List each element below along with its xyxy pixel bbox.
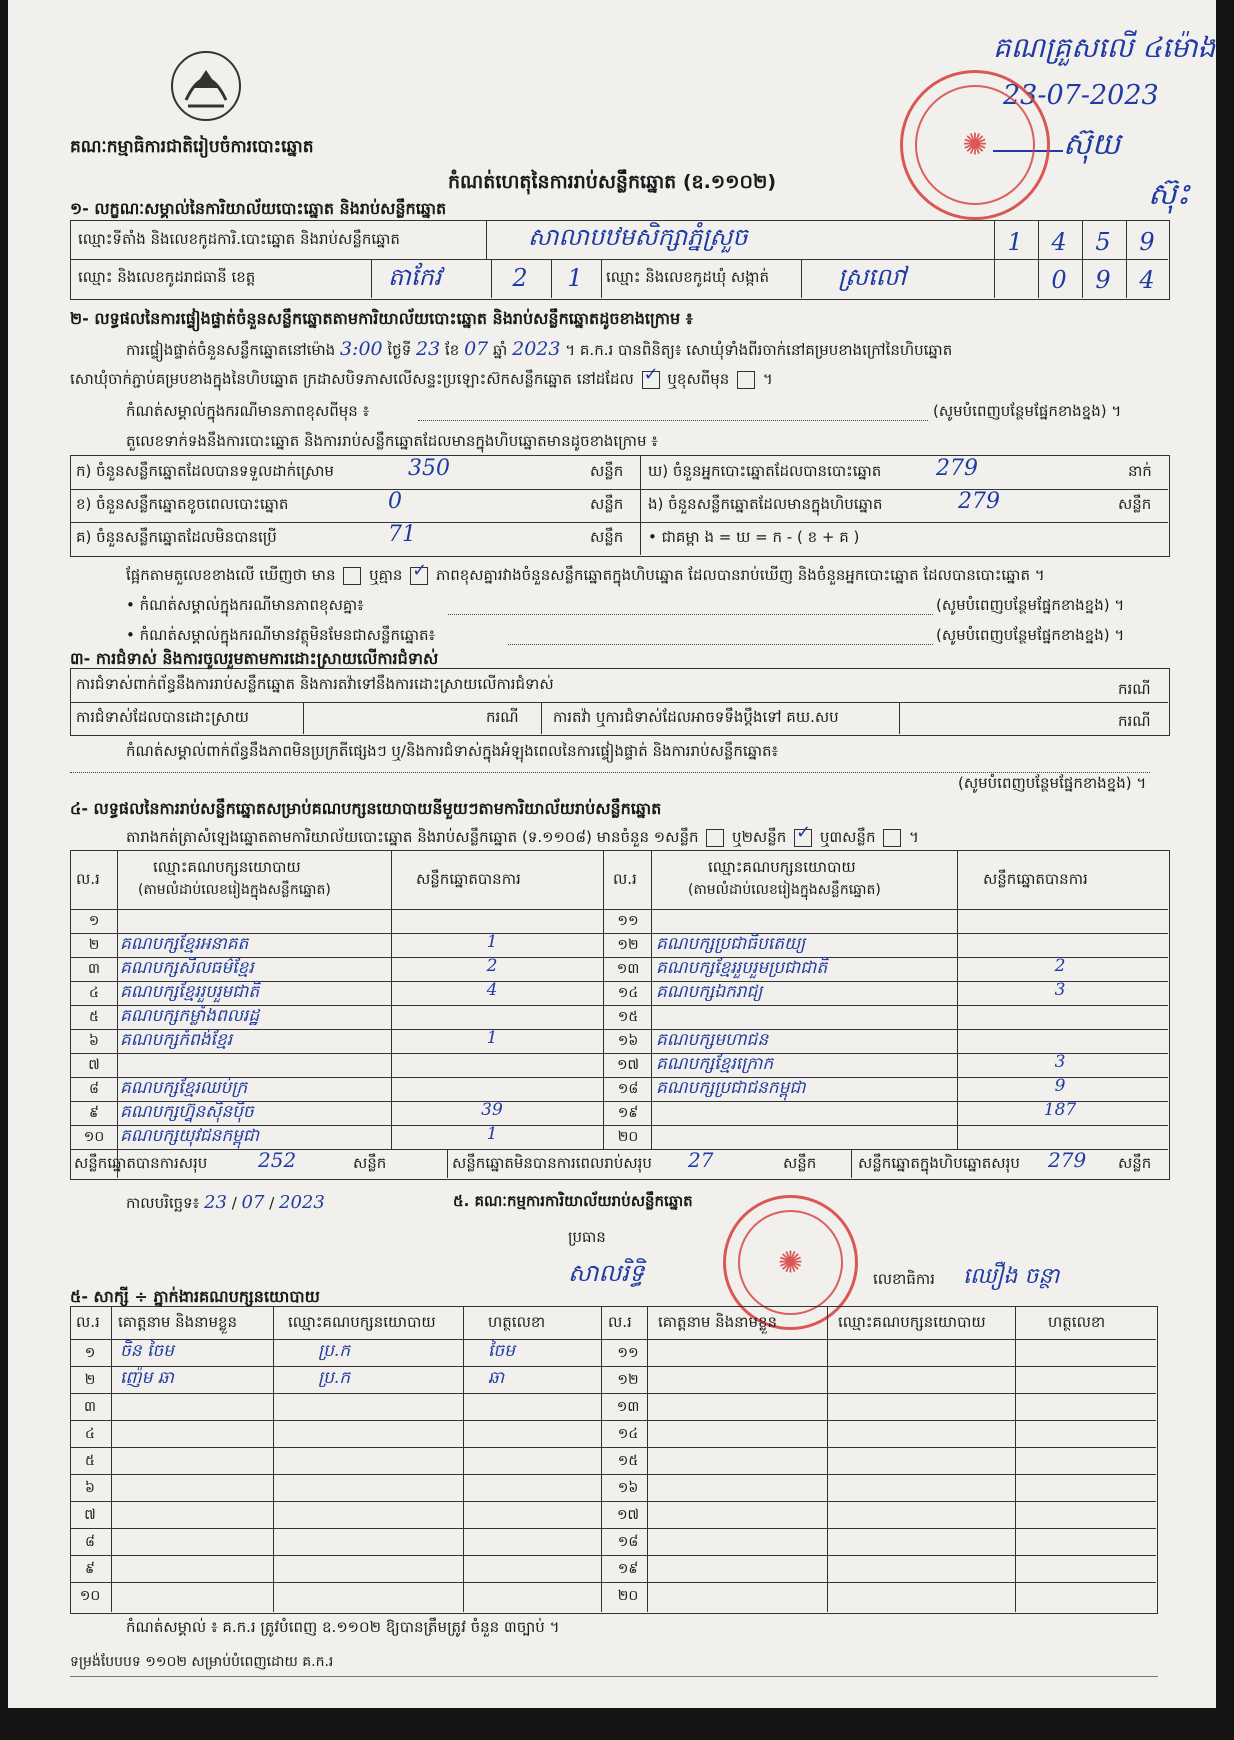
total-invalid-value: 27 xyxy=(688,1148,714,1172)
annotation-mark: ស៊ុះ xyxy=(1148,177,1190,212)
objection-row1-label: ការជំទាស់ពាក់ព័ន្ធនឹងការរាប់សន្លឹកឆ្នោត និងការតវ៉ាទៅនឹងការដោះស្រាយលើការជំទាស់ xyxy=(76,675,554,693)
form-title: កំណត់ហេតុនៃការរាប់សន្លឹកឆ្នោត (ឧ.១១០២) xyxy=(448,171,777,193)
result-row-votes: 2 xyxy=(1054,956,1066,976)
section5-title: ៥- សាក្សី ÷ ភ្នាក់ងារគណបក្សនយោបាយ xyxy=(70,1287,320,1306)
two-sheets-checkbox[interactable]: ✓ xyxy=(794,829,812,847)
province-code-2: 1 xyxy=(567,264,583,292)
result-row-no: ១៣ xyxy=(616,961,640,977)
tally-sheet-line: តារាងកត់ត្រាសំឡេងឆ្នោតតាមការិយាល័យបោះឆ្នោត និងរាប់សន្លឹកឆ្នោត (ទ.១១០៨) មានចំនួន ១សន្លឹក ឬ២សន្លឹក ✓ ឬ៣សន្លឹក ។ xyxy=(126,821,919,846)
form-note: ទម្រង់បែបបទ ១១០២ សម្រាប់បំពេញដោយ គ.ក.រ xyxy=(70,1654,334,1670)
results-col-party-sub-right: (តាមលំដាប់លេខរៀងក្នុងសន្លឹកឆ្នោត) xyxy=(688,882,881,898)
verification-day: 23 xyxy=(416,338,441,360)
results-col-no-left: ល.រ xyxy=(76,870,100,888)
province-name: តាកែវ xyxy=(388,263,442,291)
remark-difference-label: • កំណត់សម្គាល់ក្នុងករណីមានភាពខុសគ្នា៖ xyxy=(126,596,364,614)
remark-foreign-note: (សូមបំពេញបន្ថែមផ្នែកខាងខ្នង) ។ xyxy=(936,626,1125,644)
date-month: 07 xyxy=(241,1192,265,1213)
result-row-no: ១០ xyxy=(83,1129,105,1145)
irregularity-remark-label: កំណត់សម្គាល់ពាក់ព័ន្ធនឹងភាពមិនប្រក្រតីផ្សេងៗ ឬ/និងការជំទាស់ក្នុងអំឡុងពេលនៃការផ្ទៀងផ្ទាត់ និងការរាប់សន្លឹកឆ្នោត៖ xyxy=(126,742,779,760)
figure-kha-unit: សន្លឹក xyxy=(590,495,624,513)
result-row-votes: 3 xyxy=(1054,980,1066,1000)
result-row-party: គណបក្សសីលធម៌ខ្មែរ xyxy=(120,958,254,978)
result-row-votes: 1 xyxy=(486,932,498,952)
result-row-party: គណបក្សយុវជនកម្ពុជា xyxy=(120,1126,260,1146)
witness-col-party-left: ឈ្មោះគណបក្សនយោបាយ xyxy=(288,1313,436,1331)
total-valid-unit: សន្លឹក xyxy=(353,1154,387,1172)
section4-title: ៤- លទ្ធផលនៃការរាប់សន្លឹកឆ្នោតសម្រាប់គណបក្សនយោបាយនីមួយៗតាមការិយាល័យរាប់សន្លឹកឆ្នោត xyxy=(70,799,662,818)
no-difference-checkbox[interactable]: ✓ xyxy=(410,567,428,585)
witness-col-name-left: គោត្តនាម និងនាមខ្លួន xyxy=(118,1313,238,1331)
total-invalid-label: សន្លឹកឆ្នោតមិនបានការពេលរាប់សរុប xyxy=(452,1154,652,1172)
witness-row-name: ញ៉េម ឆា xyxy=(120,1368,174,1388)
figure-kha-value: 0 xyxy=(388,489,402,514)
bottom-rule xyxy=(70,1676,1158,1677)
result-row-no: ៨ xyxy=(89,1081,99,1097)
official-stamp-middle: ✺ xyxy=(723,1195,858,1330)
annotation-signature: ស៊ុយ xyxy=(1063,127,1121,162)
secretary-name: ឈឿង ចន្ថា xyxy=(963,1264,1060,1289)
irregularity-note: (សូមបំពេញបន្ថែមផ្នែកខាងខ្នង) ។ xyxy=(958,774,1147,792)
result-row-no: ៧ xyxy=(88,1057,100,1073)
witness-row-no: ១៥ xyxy=(617,1453,639,1469)
result-row-votes: 39 xyxy=(481,1100,503,1120)
verification-line2: សោឃុំចាក់ភ្ជាប់គម្របខាងក្នុងនៃហិបឆ្នោត ក្រដាសបិទភាសលើសន្ទះប្រឡោះស៊កសន្លឹកឆ្នោត នៅដដែល ✓ ឬខុសពីមុន ។ xyxy=(70,363,773,388)
result-row-votes: 9 xyxy=(1054,1076,1066,1096)
witness-col-sig-right: ហត្ថលេខា xyxy=(1048,1313,1106,1331)
witness-row-no: ៩ xyxy=(85,1561,95,1577)
result-row-votes: 1 xyxy=(486,1028,498,1048)
figure-kho-value: 279 xyxy=(936,456,978,481)
witness-row-no: ១ xyxy=(84,1345,96,1361)
result-row-votes: 3 xyxy=(1054,1052,1066,1072)
commune-label: ឈ្មោះ និងលេខកូដឃុំ សង្កាត់ xyxy=(606,268,769,286)
annotation-line1: គណគ្រួសលើ ៤ម៉ោង xyxy=(993,31,1216,64)
document-page xyxy=(8,0,1216,1708)
figure-kha-label: ខ) ចំនួនសន្លឹកឆ្នោតខូចពេលបោះឆ្នោត xyxy=(76,495,289,513)
compare-line: ផ្អែកតាមតួលេខខាងលើ ឃើញថា មាន ឬគ្មាន ✓ ភាពខុសគ្នារវាងចំនួនសន្លឹកឆ្នោតក្នុងហិបឆ្នោត ដែលបានរាប់ឃើញ និងចំនួនអ្នកបោះឆ្នោត ដែលបានបោះឆ្នោត ។ xyxy=(126,559,1045,584)
result-row-votes: 4 xyxy=(486,980,498,1000)
result-row-party: គណបក្សខ្មែររួបរួមជាតិ xyxy=(120,982,260,1002)
figure-kho-label: ឃ) ចំនួនអ្នកបោះឆ្នោតដែលបានបោះឆ្នោត xyxy=(648,462,882,480)
result-row-party: គណបក្សមហាជន xyxy=(656,1030,769,1050)
results-col-party-sub-left: (តាមលំដាប់លេខរៀងក្នុងសន្លឹកឆ្នោត) xyxy=(138,882,331,898)
figure-ngo-label: ង) ចំនួនសន្លឹកឆ្នោតដែលមានក្នុងហិបឆ្នោត xyxy=(648,495,883,513)
result-row-party: គណបក្សខ្មែរក្រោក xyxy=(656,1054,774,1074)
witness-col-sig-left: ហត្ថលេខា xyxy=(488,1313,546,1331)
objection-row1-unit: ករណី xyxy=(1118,680,1151,698)
figure-ko-unit: សន្លឹក xyxy=(590,528,624,546)
figure-ka-label: ក) ចំនួនសន្លឹកឆ្នោតដែលបានទទួលដាក់ស្រោម xyxy=(76,462,334,480)
figure-ngo-unit: សន្លឹក xyxy=(1118,495,1152,513)
total-box-label: សន្លឹកឆ្នោតក្នុងហិបឆ្នោតសរុប xyxy=(858,1154,1020,1172)
witness-row-name: ចិន ចៃម xyxy=(120,1341,174,1361)
org-name: គណៈកម្មាធិការជាតិរៀបចំការបោះឆ្នោត xyxy=(70,137,314,157)
commune-code-1: 0 xyxy=(1051,266,1067,294)
appeal-label: ការតវ៉ា ឬការជំទាស់ដែលអាចទទឹងប្តឹងទៅ គឃ.សប xyxy=(553,708,839,726)
total-valid-value: 252 xyxy=(258,1148,297,1172)
result-row-party: គណបក្សខ្មែររួបរួមប្រជាជាតិ xyxy=(656,958,828,978)
total-valid-label: សន្លឹកឆ្នោតបានការសរុប xyxy=(74,1154,208,1172)
date-year: 2023 xyxy=(279,1192,325,1213)
date-day: 23 xyxy=(204,1192,227,1213)
witness-row-party: ប្រ.ក xyxy=(318,1341,351,1361)
verification-line1: ការផ្ទៀងផ្ទាត់ចំនួនសន្លឹកឆ្នោតនៅម៉ោង 3:00 ថ្ងៃទី 23 ខែ 07 ឆ្នាំ 2023 ។ គ.ក.រ បានពិនិត្យ៖ សោឃុំទាំងពីរចាក់នៅគម្របខាងក្រៅនៃហិបឆ្នោត xyxy=(126,338,953,360)
result-row-no: ៦ xyxy=(89,1033,99,1049)
verification-month: 07 xyxy=(464,338,489,360)
official-stamp-top: ✺ xyxy=(900,70,1050,220)
verification-year: 2023 xyxy=(512,338,561,360)
witness-row-no: ៤ xyxy=(85,1426,95,1442)
chair-title: ប្រធាន xyxy=(568,1228,606,1246)
result-row-no: ១៥ xyxy=(617,1009,639,1025)
figure-ngo-value: 279 xyxy=(958,489,1000,514)
code-digit-3: 5 xyxy=(1095,228,1111,256)
appeal-unit: ករណី xyxy=(1118,712,1151,730)
figure-ka-value: 350 xyxy=(408,456,450,481)
remark-diff-label: កំណត់សម្គាល់ក្នុងករណីមានភាពខុសពីមុន ៖ xyxy=(126,402,370,420)
code-digit-4: 9 xyxy=(1139,228,1155,256)
commune-name: ស្រលៅ xyxy=(838,263,907,291)
results-col-no-right: ល.រ xyxy=(613,870,637,888)
result-row-votes: 187 xyxy=(1043,1100,1077,1120)
result-row-party: គណបក្សខ្មែរអនាគត xyxy=(120,934,249,954)
witness-row-signature: ចៃម xyxy=(488,1341,515,1361)
date-line: កាលបរិច្ឆេទ៖ 23 / 07 / 2023 xyxy=(126,1192,325,1213)
result-row-no: ១៦ xyxy=(617,1033,639,1049)
objection-resolved-label: ការជំទាស់ដែលបានដោះស្រាយ xyxy=(76,708,249,726)
result-row-no: ១១ xyxy=(617,913,639,929)
results-col-party-left: ឈ្មោះគណបក្សនយោបាយ xyxy=(153,858,301,876)
witness-row-no: ៨ xyxy=(85,1534,95,1550)
figure-kho-unit: នាក់ xyxy=(1128,462,1152,480)
figure-formula: • ជាគម្ពា ង = ឃ = ក - ( ខ + គ ) xyxy=(648,528,860,546)
footnote: កំណត់សម្គាល់ ៖ គ.ក.រ ត្រូវបំពេញ ឧ.១១០២ ឱ្យបានត្រឹមត្រូវ ចំនួន ៣ច្បាប់ ។ xyxy=(126,1618,560,1636)
remark-difference-dotline xyxy=(448,614,933,615)
witness-col-name-right: គោត្តនាម និងនាមខ្លួន xyxy=(658,1313,778,1331)
total-box-value: 279 xyxy=(1048,1148,1087,1172)
figure-ko-label: គ) ចំនួនសន្លឹកឆ្នោតដែលមិនបានប្រើ xyxy=(76,528,277,546)
code-digit-1: 1 xyxy=(1007,228,1023,256)
result-row-party: គណបក្សប្រជាធិបតេយ្យ xyxy=(656,934,806,954)
result-row-party: គណបក្សកម្លាំងពលរដ្ឋ xyxy=(120,1006,260,1026)
witness-col-party-right: ឈ្មោះគណបក្សនយោបាយ xyxy=(838,1313,986,1331)
result-row-votes: 1 xyxy=(486,1124,498,1144)
province-code-1: 2 xyxy=(512,264,528,292)
committee-label: ៥. គណៈកម្មការការិយាល័យរាប់សន្លឹកឆ្នោត xyxy=(453,1192,693,1210)
code-digit-2: 4 xyxy=(1051,228,1067,256)
witness-row-no: ១៤ xyxy=(617,1426,639,1442)
verification-time: 3:00 xyxy=(339,338,383,360)
total-box-unit: សន្លឹក xyxy=(1118,1154,1152,1172)
witness-row-party: ប្រ.ក xyxy=(318,1368,351,1388)
remark-diff-note: (សូមបំពេញបន្ថែមផ្នែកខាងខ្នង) ។ xyxy=(933,402,1122,420)
result-row-no: ៤ xyxy=(89,985,99,1001)
result-row-no: ២០ xyxy=(617,1129,639,1145)
remark-diff-dotline xyxy=(418,420,928,421)
results-col-party-right: ឈ្មោះគណបក្សនយោបាយ xyxy=(708,858,856,876)
result-row-no: ១៨ xyxy=(617,1081,639,1097)
remark-foreign-dotline xyxy=(508,644,933,645)
figures-intro: តួលេខទាក់ទងនឹងការបោះឆ្នោត និងការរាប់សន្លឹកឆ្នោតដែលមានក្នុងហិបឆ្នោតមានដូចខាងក្រោម ៖ xyxy=(126,432,658,450)
result-row-votes: 2 xyxy=(486,956,498,976)
witness-row-no: ១០ xyxy=(79,1588,101,1604)
witness-row-no: ១២ xyxy=(617,1372,639,1388)
result-row-no: ៥ xyxy=(89,1009,99,1025)
result-row-no: ១២ xyxy=(617,937,639,953)
section2-title: ២- លទ្ធផលនៃការផ្ទៀងផ្ទាត់ចំនួនសន្លឹកឆ្នោតតាមការិយាល័យបោះឆ្នោត និងរាប់សន្លឹកឆ្នោតដូចខាងក្រោម ៖ xyxy=(70,309,693,328)
witness-row-no: ៦ xyxy=(85,1480,95,1496)
location-name-label: ឈ្មោះទីតាំង និងលេខកូដការិ.បោះឆ្នោត និងរាប់សន្លឹកឆ្នោត xyxy=(78,230,400,248)
commune-code-2: 9 xyxy=(1095,266,1111,294)
remark-foreign-label: • កំណត់សម្គាល់ក្នុងករណីមានវត្ថុមិនមែនជាសន្លឹកឆ្នោត៖ xyxy=(126,626,436,644)
figure-ka-unit: សន្លឹក xyxy=(590,462,624,480)
province-label: ឈ្មោះ និងលេខកូដរាជធានី ខេត្ត xyxy=(78,268,256,286)
witness-row-no: ៥ xyxy=(85,1453,95,1469)
result-row-party: គណបក្សហ្វ៊ុនស៊ិនប៉ិច xyxy=(120,1102,254,1122)
witness-row-no: ១១ xyxy=(617,1345,639,1361)
three-sheets-checkbox[interactable] xyxy=(883,829,901,847)
witness-row-no: ១៦ xyxy=(617,1480,639,1496)
result-row-no: ៩ xyxy=(89,1105,99,1121)
witness-row-no: ២ xyxy=(84,1372,96,1388)
witness-row-no: ៧ xyxy=(84,1507,96,1523)
chair-name: សាលរិទ្ធិ xyxy=(568,1259,645,1287)
witness-row-no: ១៩ xyxy=(617,1561,639,1577)
result-row-party: គណបក្សឯករាជ្យ xyxy=(656,982,763,1002)
irregularity-dotline xyxy=(70,772,1150,773)
result-row-no: ១ xyxy=(88,913,100,929)
remark-difference-note: (សូមបំពេញបន្ថែមផ្នែកខាងខ្នង) ។ xyxy=(936,596,1125,614)
secretary-label: លេខាធិការ xyxy=(873,1270,935,1288)
changed-checkbox[interactable] xyxy=(737,371,755,389)
one-sheet-checkbox[interactable] xyxy=(706,829,724,847)
witness-row-no: ១៧ xyxy=(616,1507,640,1523)
annotation-date: 23-07-2023 xyxy=(1003,80,1159,111)
result-row-party: គណបក្សប្រជាជនកម្ពុជា xyxy=(656,1078,806,1098)
results-col-votes-left: សន្លឹកឆ្នោតបានការ xyxy=(416,870,521,888)
result-row-no: ១៧ xyxy=(616,1057,640,1073)
witness-row-no: ២០ xyxy=(617,1588,639,1604)
result-row-no: ១៩ xyxy=(617,1105,639,1121)
witness-row-no: ១៨ xyxy=(617,1534,639,1550)
result-row-no: ១៤ xyxy=(617,985,639,1001)
result-row-party: គណបក្សខ្មែរឈប់ក្រ xyxy=(120,1078,248,1098)
has-difference-checkbox[interactable] xyxy=(343,567,361,585)
total-invalid-unit: សន្លឹក xyxy=(783,1154,817,1172)
witness-col-no-left: ល.រ xyxy=(76,1313,100,1331)
nec-emblem xyxy=(168,48,244,124)
witness-row-no: ៣ xyxy=(84,1399,96,1415)
witness-row-signature: ឆា xyxy=(488,1368,505,1388)
witness-col-no-right: ល.រ xyxy=(608,1313,632,1331)
location-name-value: សាលាបឋមសិក្សាភ្នំស្រួច xyxy=(528,223,748,251)
section1-title: ១- លក្ខណៈសម្គាល់នៃការិយាល័យបោះឆ្នោត និងរាប់សន្លឹកឆ្នោត xyxy=(70,199,447,218)
witness-row-no: ១៣ xyxy=(616,1399,640,1415)
results-col-votes-right: សន្លឹកឆ្នោតបានការ xyxy=(983,870,1088,888)
objection-resolved-unit: ករណី xyxy=(486,708,519,726)
result-row-party: គណបក្សកំពង់ខ្មែរ xyxy=(120,1030,233,1050)
section3-title: ៣- ការជំទាស់ និងការចូលរួមតាមការដោះស្រាយលើការជំទាស់ xyxy=(70,649,439,668)
result-row-no: ៣ xyxy=(88,961,100,977)
commune-code-3: 4 xyxy=(1139,266,1155,294)
result-row-no: ២ xyxy=(88,937,100,953)
unchanged-checkbox[interactable]: ✓ xyxy=(642,371,660,389)
figure-ko-value: 71 xyxy=(388,522,416,547)
